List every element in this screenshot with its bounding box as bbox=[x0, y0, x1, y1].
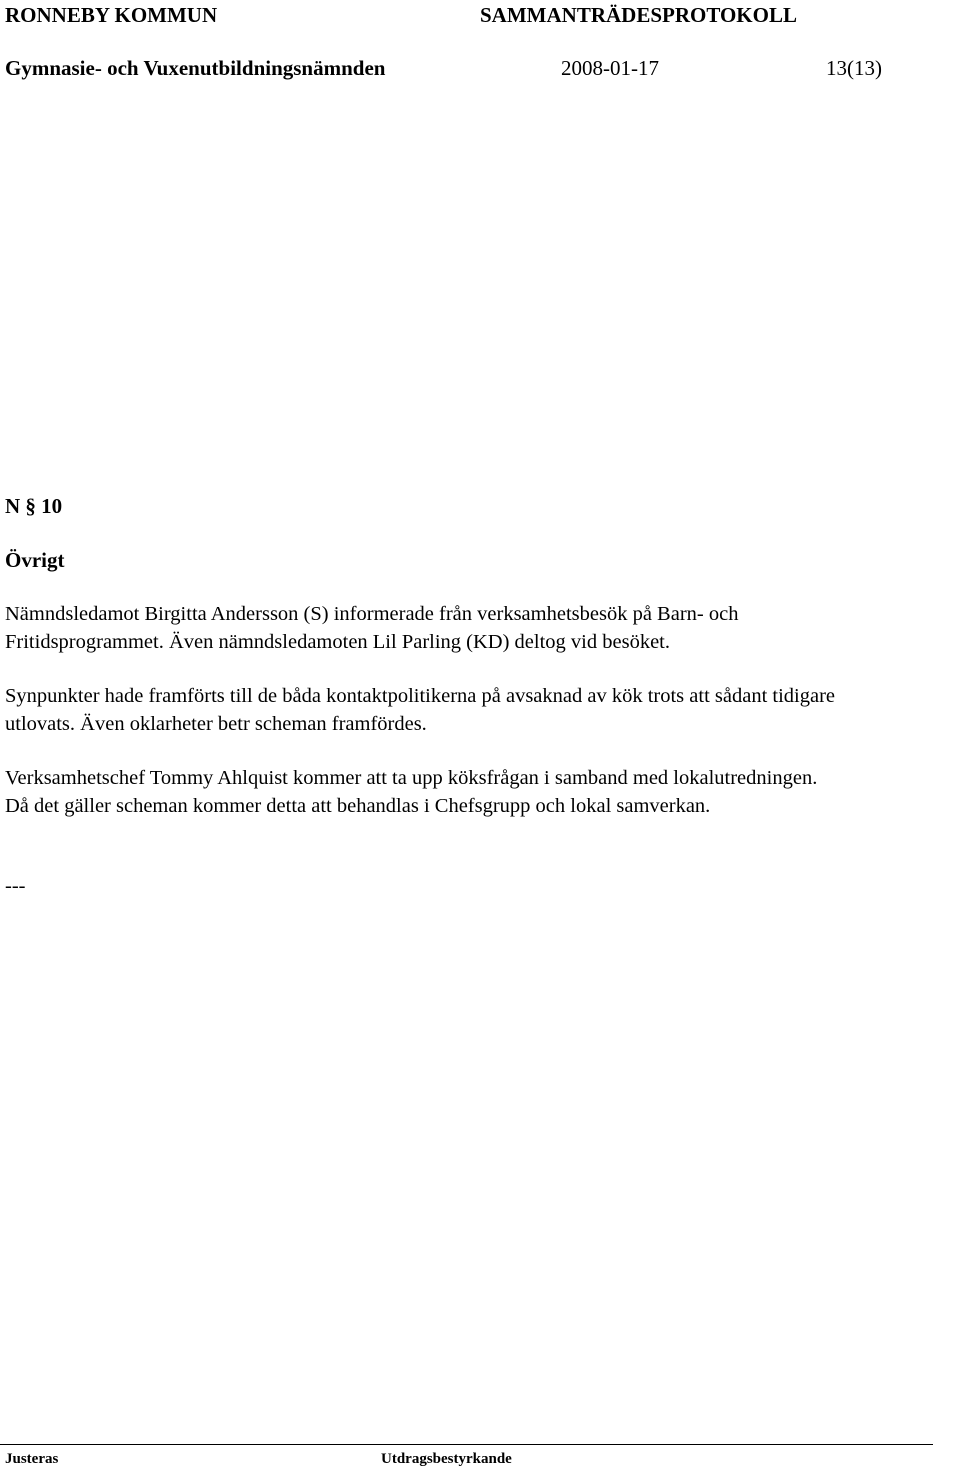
document-type: SAMMANTRÄDESPROTOKOLL bbox=[480, 3, 797, 27]
paragraph-line: Nämndsledamot Birgitta Andersson (S) informerade från verksamhetsbesök på Barn- och bbox=[5, 603, 739, 625]
page-number: 13(13) bbox=[826, 56, 882, 80]
paragraph-3 bbox=[5, 764, 960, 820]
paragraph-line: utlovats. Även oklarheter betr scheman framfördes. bbox=[5, 713, 427, 735]
paragraph-line: Verksamhetschef Tommy Ahlquist kommer att ta upp köksfrågan i samband med lokalutredningen. bbox=[5, 767, 818, 789]
section-title: Övrigt bbox=[5, 548, 65, 572]
organization-name: RONNEBY KOMMUN bbox=[5, 3, 218, 27]
footer-utdragsbestyrkande-label: Utdragsbestyrkande bbox=[381, 1451, 512, 1467]
section-number: N § 10 bbox=[5, 494, 63, 518]
footer-divider bbox=[0, 1444, 933, 1445]
meeting-date: 2008-01-17 bbox=[561, 56, 659, 80]
end-marker: --- bbox=[5, 875, 26, 897]
board-name: Gymnasie- och Vuxenutbildningsnämnden bbox=[5, 56, 386, 80]
paragraph-1 bbox=[5, 600, 960, 656]
paragraph-line: Synpunkter hade framförts till de båda kontaktpolitikerna på avsaknad av kök trots att sådant tidigare bbox=[5, 685, 836, 707]
paragraph-line: Då det gäller scheman kommer detta att behandlas i Chefsgrupp och lokal samverkan. bbox=[5, 795, 711, 817]
footer-justeras-label: Justeras bbox=[5, 1451, 59, 1467]
paragraph-2 bbox=[5, 682, 960, 738]
paragraph-line: Fritidsprogrammet. Även nämndsledamoten Lil Parling (KD) deltog vid besöket. bbox=[5, 631, 670, 653]
